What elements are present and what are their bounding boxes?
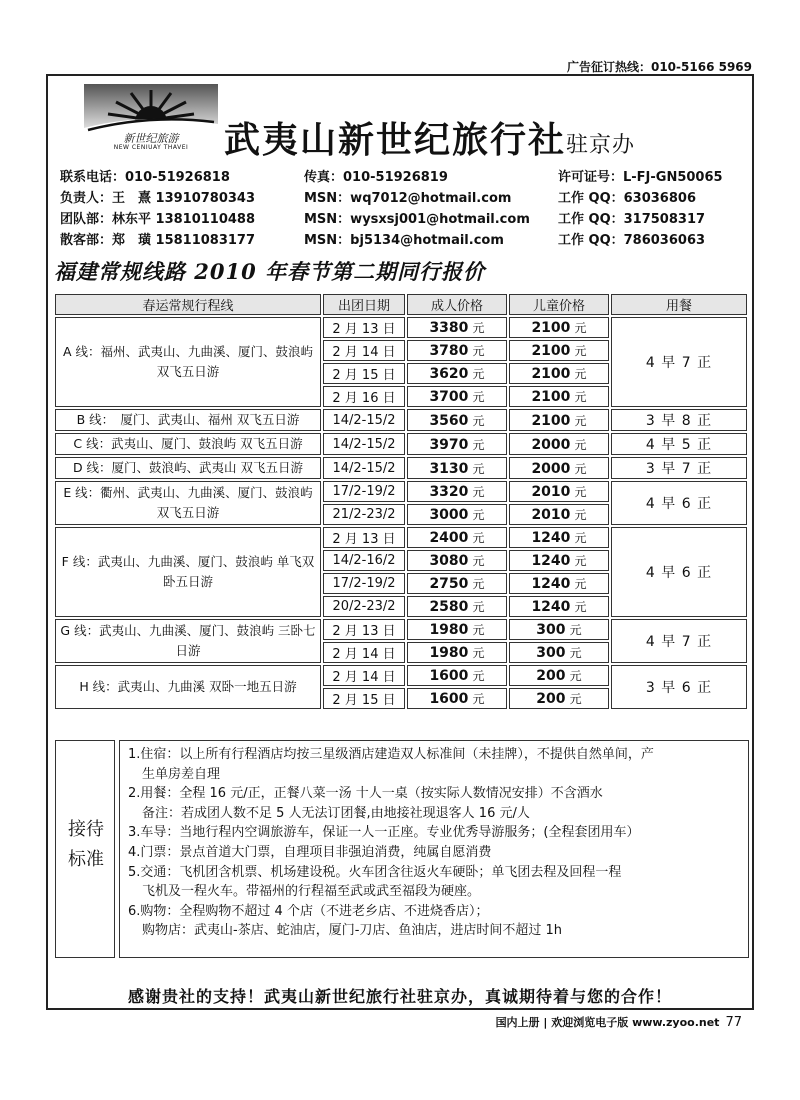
price-value: 1600 [429, 668, 469, 684]
price-unit: 元 [472, 390, 485, 404]
child-price [509, 550, 609, 571]
price-value: 300 [536, 622, 566, 638]
price-unit: 元 [574, 554, 587, 568]
table-row [55, 619, 747, 640]
route-name: D 线：厦门、鼓浪屿、武夷山 双飞五日游 [55, 457, 321, 479]
contact-msn: MSN：bj5134@hotmail.com [304, 233, 504, 248]
price-unit: 元 [574, 390, 587, 404]
price-unit: 元 [569, 692, 582, 706]
meal-plan: 3 早 6 正 [611, 665, 747, 709]
header-route: 春运常规行程线 [55, 294, 321, 315]
company-logo [84, 84, 218, 151]
price-unit: 元 [472, 508, 485, 522]
header-meals: 用餐 [611, 294, 747, 315]
price-value: 3700 [429, 389, 469, 405]
price-value: 1240 [531, 576, 571, 592]
price-value: 2400 [429, 530, 469, 546]
price-value: 1240 [531, 530, 571, 546]
departure-date: 2 月 15 日 [323, 363, 405, 384]
reception-label-line: 标准 [68, 849, 104, 870]
departure-date: 2 月 14 日 [323, 642, 405, 663]
adult-price [407, 340, 507, 361]
price-unit: 元 [574, 508, 587, 522]
term-line: 2.用餐：全程 16 元/正，正餐八菜一汤 十人一桌（按实际人数情况安排）不含酒水 [128, 786, 603, 802]
departure-date: 2 月 13 日 [323, 527, 405, 548]
page-footer [496, 1014, 742, 1030]
departure-date: 17/2-19/2 [323, 481, 405, 502]
price-value: 1240 [531, 599, 571, 615]
price-value: 1600 [429, 691, 469, 707]
price-value: 2100 [531, 412, 571, 429]
departure-date: 2 月 13 日 [323, 317, 405, 338]
departure-date: 21/2-23/2 [323, 504, 405, 525]
child-price [509, 386, 609, 407]
child-price [509, 317, 609, 338]
child-price [509, 481, 609, 502]
contact-row [60, 187, 750, 208]
table-row [55, 457, 747, 479]
sun-logo-icon [84, 84, 218, 132]
header-adult-price: 成人价格 [407, 294, 507, 315]
contact-manager: 负责人：王 熹 13910780343 [60, 191, 256, 206]
adult-price [407, 317, 507, 338]
child-price [509, 642, 609, 663]
header-date: 出团日期 [323, 294, 405, 315]
table-row [55, 317, 747, 338]
price-unit: 元 [472, 692, 485, 706]
price-value: 2010 [531, 484, 571, 500]
price-value: 2100 [531, 389, 571, 405]
child-price [509, 573, 609, 594]
term-line: 飞机及一程火车。带福州的行程福至武或武至福段为硬座。 [142, 884, 481, 900]
logo-english-name: NEW CENIUAY THAVEI [113, 144, 189, 151]
price-unit: 元 [472, 646, 485, 660]
price-value: 3970 [429, 436, 469, 453]
company-name-main: 武夷山新世纪旅行社 [224, 119, 567, 161]
price-unit: 元 [472, 554, 485, 568]
term-line: 3.车导：当地行程内空调旅游车，保证一人一正座。专业优秀导游服务；(全程套团用车） [128, 825, 640, 841]
price-unit: 元 [574, 600, 587, 614]
price-unit: 元 [574, 461, 587, 476]
route-name: A 线：福州、武夷山、九曲溪、厦门、鼓浪屿 双飞五日游 [55, 317, 321, 407]
table-row [55, 665, 747, 686]
route-name: E 线：衢州、武夷山、九曲溪、厦门、鼓浪屿双飞五日游 [55, 481, 321, 525]
price-unit: 元 [472, 437, 485, 452]
reception-label-line: 接待 [68, 819, 104, 840]
price-value: 3780 [429, 343, 469, 359]
contact-individual-dept: 散客部：郑 璜 15811083177 [60, 233, 256, 248]
meal-plan: 4 早 6 正 [611, 527, 747, 617]
price-value: 200 [536, 668, 566, 684]
reception-label [55, 740, 115, 958]
price-value: 2100 [531, 320, 571, 336]
closing-message: 感谢贵社的支持！武夷山新世纪旅行社驻京办，真诚期待着与您的合作！ [127, 987, 672, 1006]
route-name: B 线： 厦门、武夷山、福州 双飞五日游 [55, 409, 321, 431]
child-price [509, 665, 609, 686]
meal-plan: 4 早 7 正 [611, 619, 747, 663]
price-table-body [55, 317, 747, 709]
contact-msn: MSN：wysxsj001@hotmail.com [304, 212, 530, 227]
price-value: 3620 [429, 366, 469, 382]
price-value: 300 [536, 645, 566, 661]
contact-group-dept: 团队部：林东平 13810110488 [60, 212, 256, 227]
contact-qq: 工作 QQ：317508317 [558, 212, 706, 227]
contact-phone: 联系电话：010-51926818 [60, 170, 230, 185]
departure-date: 2 月 16 日 [323, 386, 405, 407]
term-line: 备注：若成团人数不足 5 人无法订团餐,由地接社现退客人 16 元/人 [142, 805, 530, 821]
price-value: 2100 [531, 366, 571, 382]
price-value: 3000 [429, 507, 469, 523]
price-value: 2000 [531, 460, 571, 477]
license-number: 许可证号：L-FJ-GN50065 [558, 170, 723, 185]
meal-plan: 4 早 5 正 [611, 433, 747, 455]
contact-info [60, 166, 750, 250]
adult-price [407, 642, 507, 663]
price-unit: 元 [569, 669, 582, 683]
departure-date: 2 月 14 日 [323, 665, 405, 686]
page-number: 77 [725, 1015, 742, 1030]
price-unit: 元 [574, 321, 587, 335]
adult-price [407, 688, 507, 709]
contact-row [60, 229, 750, 250]
price-table [53, 292, 749, 711]
term-line: 4.门票：景点首道大门票，自理项目非强迫消费，纯属自愿消费 [128, 844, 492, 860]
header-child-price: 儿童价格 [509, 294, 609, 315]
adult-price [407, 433, 507, 455]
route-name: C 线：武夷山、厦门、鼓浪屿 双飞五日游 [55, 433, 321, 455]
price-unit: 元 [472, 623, 485, 637]
child-price [509, 363, 609, 384]
price-value: 200 [536, 691, 566, 707]
contact-row [60, 166, 750, 187]
reception-standards [55, 740, 749, 958]
term-line: 6.购物：全程购物不超过 4 个店（不进老乡店、不进烧香店）； [128, 903, 489, 919]
departure-date: 2 月 15 日 [323, 688, 405, 709]
adult-price [407, 504, 507, 525]
route-name: H 线：武夷山、九曲溪 双卧一地五日游 [55, 665, 321, 709]
child-price [509, 433, 609, 455]
adult-price [407, 596, 507, 617]
price-value: 2000 [531, 436, 571, 453]
departure-date: 14/2-15/2 [323, 457, 405, 479]
offer-title: 福建常规线路 2010 年春节第二期同行报价 [54, 259, 486, 284]
price-unit: 元 [472, 531, 485, 545]
child-price [509, 688, 609, 709]
price-unit: 元 [472, 413, 485, 428]
departure-date: 14/2-15/2 [323, 433, 405, 455]
contact-fax: 传真：010-51926819 [304, 170, 448, 185]
departure-date: 20/2-23/2 [323, 596, 405, 617]
child-price [509, 409, 609, 431]
price-unit: 元 [574, 413, 587, 428]
meal-plan: 3 早 8 正 [611, 409, 747, 431]
price-unit: 元 [574, 437, 587, 452]
price-value: 3320 [429, 484, 469, 500]
price-value: 1980 [429, 622, 469, 638]
child-price [509, 457, 609, 479]
meal-plan: 4 早 6 正 [611, 481, 747, 525]
departure-date: 14/2-16/2 [323, 550, 405, 571]
price-unit: 元 [574, 344, 587, 358]
child-price [509, 619, 609, 640]
price-unit: 元 [574, 577, 587, 591]
departure-date: 14/2-15/2 [323, 409, 405, 431]
departure-date: 17/2-19/2 [323, 573, 405, 594]
logo-chinese-name: 新世纪旅游 [123, 132, 179, 145]
route-name: F 线：武夷山、九曲溪、厦门、鼓浪屿 单飞双卧五日游 [55, 527, 321, 617]
table-row [55, 481, 747, 502]
adult-price [407, 363, 507, 384]
ad-hotline: 广告征订热线：010-5166 5969 [566, 60, 752, 74]
reception-terms [119, 740, 749, 958]
term-line: 1.住宿：以上所有行程酒店均按三星级酒店建造双人标准间（未挂牌），不提供自然单间，产 [128, 747, 654, 762]
contact-qq: 工作 QQ：63036806 [558, 191, 696, 206]
adult-price [407, 619, 507, 640]
price-unit: 元 [472, 344, 485, 358]
footer-text: 国内上册 | 欢迎浏览电子版 www.zyoo.net [495, 1016, 720, 1029]
price-value: 1980 [429, 645, 469, 661]
price-unit: 元 [472, 367, 485, 381]
price-value: 3380 [429, 320, 469, 336]
adult-price [407, 573, 507, 594]
child-price [509, 527, 609, 548]
price-value: 2010 [531, 507, 571, 523]
route-name: G 线：武夷山、九曲溪、厦门、鼓浪屿 三卧七日游 [55, 619, 321, 663]
adult-price [407, 550, 507, 571]
adult-price [407, 527, 507, 548]
price-unit: 元 [472, 321, 485, 335]
table-row [55, 409, 747, 431]
price-unit: 元 [472, 669, 485, 683]
contact-row [60, 208, 750, 229]
adult-price [407, 481, 507, 502]
adult-price [407, 665, 507, 686]
company-name [224, 112, 635, 163]
child-price [509, 504, 609, 525]
company-name-suffix: 驻京办 [566, 133, 636, 158]
price-unit: 元 [472, 577, 485, 591]
adult-price [407, 409, 507, 431]
table-row [55, 527, 747, 548]
child-price [509, 596, 609, 617]
departure-date: 2 月 14 日 [323, 340, 405, 361]
price-unit: 元 [472, 461, 485, 476]
contact-msn: MSN：wq7012@hotmail.com [304, 191, 512, 206]
child-price [509, 340, 609, 361]
meal-plan: 3 早 7 正 [611, 457, 747, 479]
departure-date: 2 月 13 日 [323, 619, 405, 640]
term-line: 5.交通：飞机团含机票、机场建设税。火车团含往返火车硬卧；单飞团去程及回程一程 [128, 864, 622, 880]
contact-qq: 工作 QQ：786036063 [558, 233, 706, 248]
price-value: 2750 [429, 576, 469, 592]
price-value: 3560 [429, 412, 469, 429]
price-value: 3080 [429, 553, 469, 569]
price-unit: 元 [569, 623, 582, 637]
price-unit: 元 [472, 600, 485, 614]
price-unit: 元 [569, 646, 582, 660]
price-unit: 元 [574, 367, 587, 381]
term-line: 购物店：武夷山-茶店、蛇油店，厦门-刀店、鱼油店，进店时间不超过 1h [142, 923, 563, 939]
price-value: 2580 [429, 599, 469, 615]
price-unit: 元 [472, 485, 485, 499]
meal-plan: 4 早 7 正 [611, 317, 747, 407]
advertisement-frame [46, 74, 754, 1010]
adult-price [407, 386, 507, 407]
term-line: 生单房差自理 [142, 766, 221, 782]
table-row [55, 433, 747, 455]
price-value: 1240 [531, 553, 571, 569]
price-value: 2100 [531, 343, 571, 359]
table-header-row [55, 294, 747, 315]
price-value: 3130 [429, 460, 469, 477]
price-unit: 元 [574, 531, 587, 545]
price-unit: 元 [574, 485, 587, 499]
adult-price [407, 457, 507, 479]
